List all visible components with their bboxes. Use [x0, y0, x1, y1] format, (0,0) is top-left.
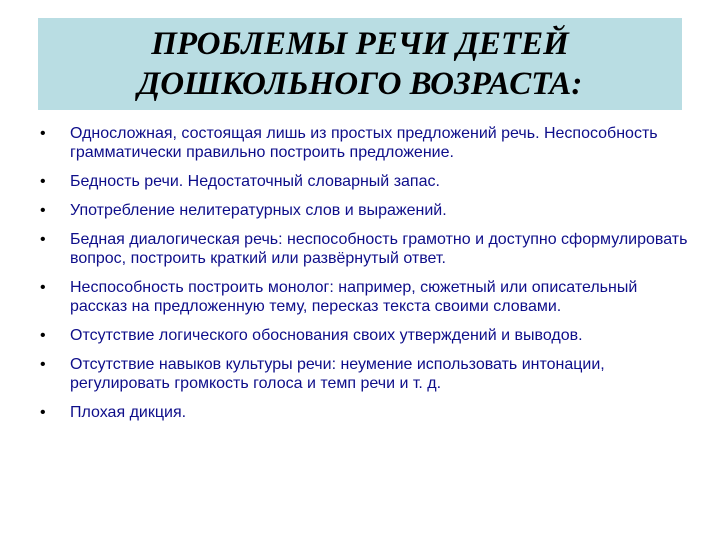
list-item [40, 355, 688, 393]
list-item [40, 124, 688, 162]
list-item-text: Неспособность построить монолог: например, сюжетный или описательный рассказ на предложенную тему, пересказ текста своими словами. [70, 279, 638, 315]
bullet-dot-icon: • [40, 231, 46, 248]
list-item-text: Односложная, состоящая лишь из простых предложений речь. Неспособность грамматически правильно построить предложение. [70, 125, 658, 161]
list-item [40, 326, 688, 345]
bullet-dot-icon: • [40, 356, 46, 373]
bullet-dot-icon: • [40, 327, 46, 344]
bullet-list [40, 124, 688, 432]
list-item-text: Отсутствие навыков культуры речи: неумение использовать интонации, регулировать громкость голоса и темп речи и т. д. [70, 356, 605, 392]
list-item-text: Бедность речи. Недостаточный словарный запас. [70, 173, 440, 190]
slide-title-line-1: ПРОБЛЕМЫ РЕЧИ ДЕТЕЙ [151, 26, 569, 62]
list-item [40, 201, 688, 220]
list-item-text: Употребление нелитературных слов и выражений. [70, 202, 447, 219]
bullet-dot-icon: • [40, 202, 46, 219]
list-item-text: Бедная диалогическая речь: неспособность грамотно и доступно сформулировать вопрос, построить краткий или развёрнутый ответ. [70, 231, 688, 267]
slide-title-line-2: ДОШКОЛЬНОГО ВОЗРАСТА: [137, 66, 583, 102]
list-item-text: Отсутствие логического обоснования своих утверждений и выводов. [70, 327, 583, 344]
title-banner [38, 18, 682, 110]
list-item-text: Плохая дикция. [70, 404, 187, 421]
list-item [40, 172, 688, 191]
list-item [40, 403, 688, 422]
bullet-dot-icon: • [40, 125, 46, 142]
list-item [40, 230, 688, 268]
bullet-dot-icon: • [40, 279, 46, 296]
slide-title [138, 24, 583, 104]
bullet-dot-icon: • [40, 404, 46, 421]
bullet-dot-icon: • [40, 173, 46, 190]
list-item [40, 278, 688, 316]
